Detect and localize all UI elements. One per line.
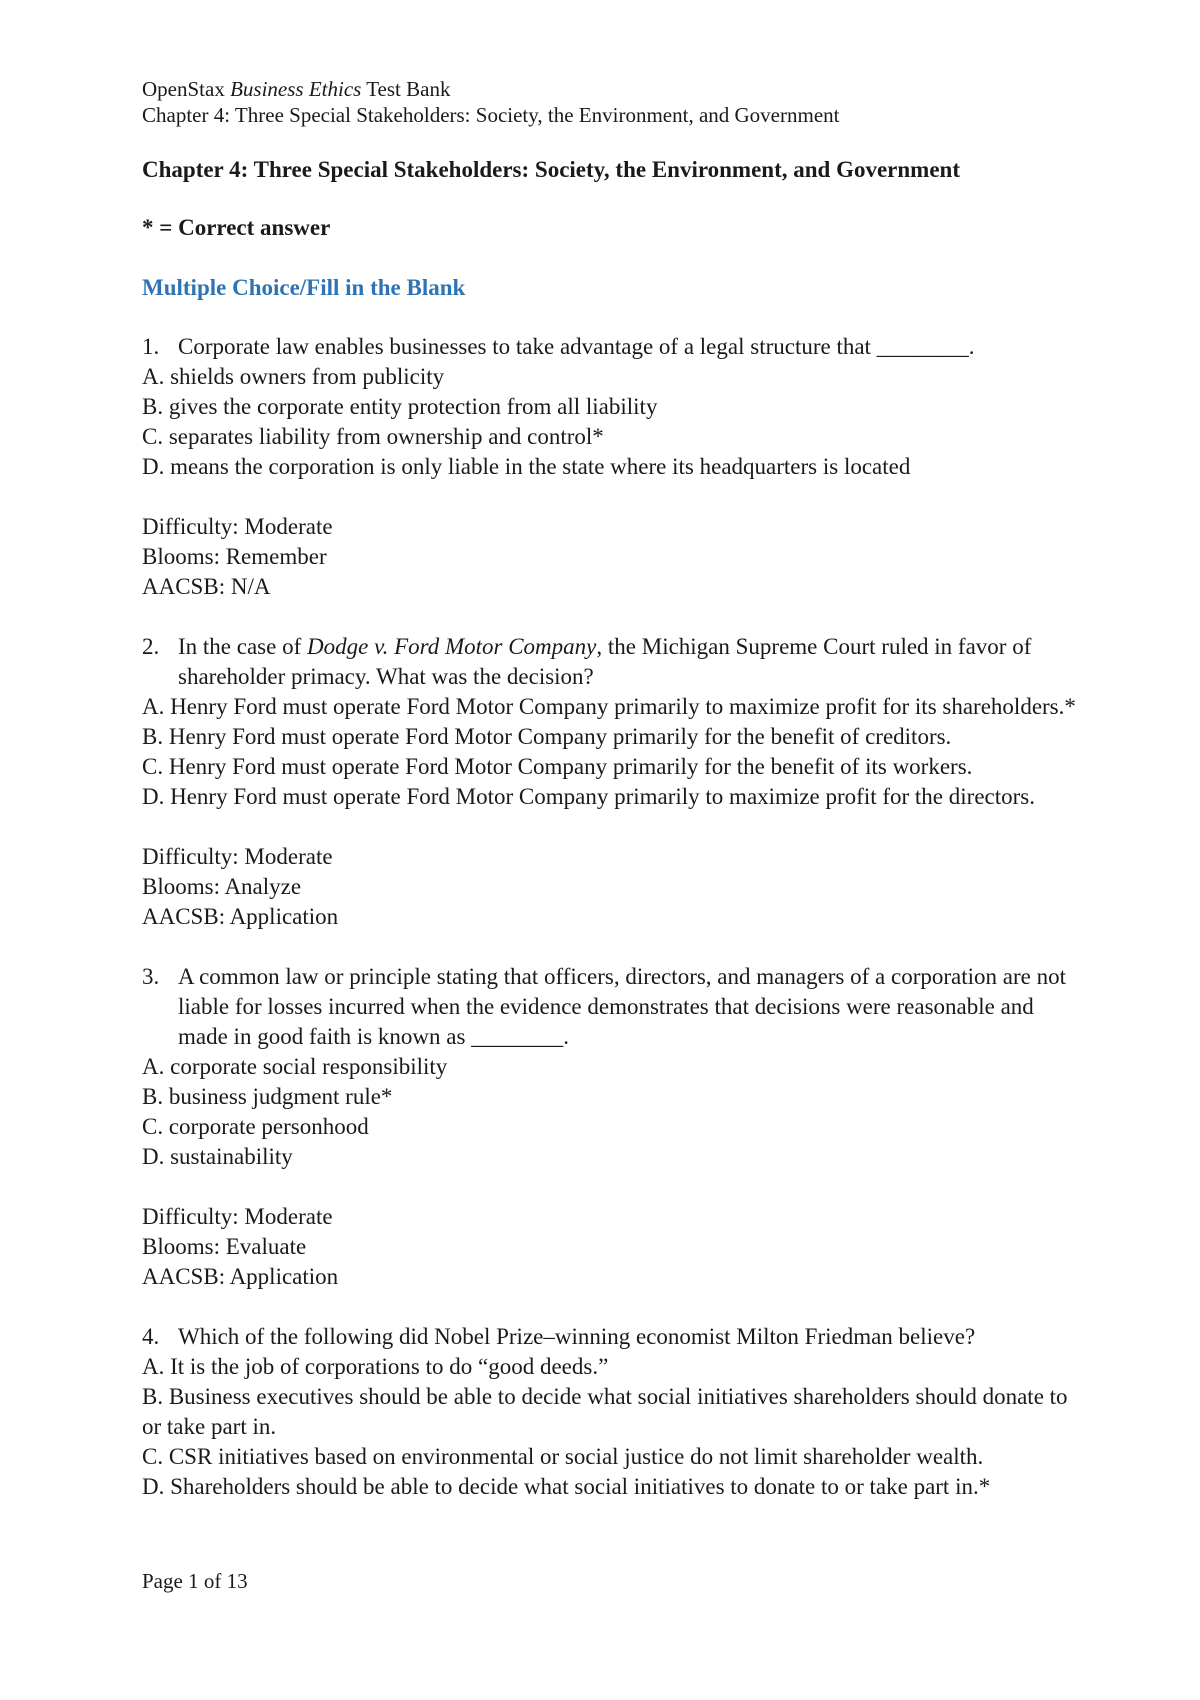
question-2-option-c: C. Henry Ford must operate Ford Motor Company primarily for the benefit of its workers. — [142, 754, 973, 779]
question-2-aacsb: AACSB: Application — [142, 904, 339, 929]
question-2-option-b: B. Henry Ford must operate Ford Motor Company primarily for the benefit of creditors. — [142, 724, 952, 749]
question-4-option-c: C. CSR initiatives based on environmental or social justice do not limit shareholder wealth. — [142, 1444, 984, 1469]
question-2-blooms: Blooms: Analyze — [142, 874, 302, 899]
question-2-text-part-1: In the case of — [178, 634, 307, 659]
question-2-case-name: Dodge v. Ford Motor Company — [307, 634, 597, 659]
chapter-title: Chapter 4: Three Special Stakeholders: Society, the Environment, and Government — [142, 157, 960, 182]
question-3-text — [178, 962, 1082, 1052]
page-footer — [142, 1568, 248, 1594]
question-4-text-part: Which of the following did Nobel Prize–winning economist Milton Friedman believe? — [178, 1324, 976, 1349]
question-4-stem — [142, 1322, 1082, 1352]
question-1-option-c: C. separates liability from ownership and control* — [142, 424, 604, 449]
question-3-option-d: D. sustainability — [142, 1144, 293, 1169]
question-3-stem — [142, 962, 1082, 1052]
header-line-1 — [142, 76, 1082, 102]
question-1-option-a: A. shields owners from publicity — [142, 364, 445, 389]
question-3-metadata — [142, 1202, 1082, 1292]
header-publisher: OpenStax — [142, 77, 231, 101]
question-2 — [142, 632, 1082, 932]
page-number: Page 1 of 13 — [142, 1569, 248, 1593]
question-1-blooms: Blooms: Remember — [142, 544, 327, 569]
question-3-aacsb: AACSB: Application — [142, 1264, 339, 1289]
question-3 — [142, 962, 1082, 1292]
question-1-text — [178, 332, 1082, 362]
document-page — [142, 76, 1082, 1502]
question-3-option-a: A. corporate social responsibility — [142, 1054, 448, 1079]
question-1-metadata — [142, 512, 1082, 602]
question-1 — [142, 332, 1082, 602]
question-2-option-a: A. Henry Ford must operate Ford Motor Company primarily to maximize profit for its shareholders.* — [142, 694, 1076, 719]
question-3-difficulty: Difficulty: Moderate — [142, 1204, 333, 1229]
question-4-option-b: B. Business executives should be able to decide what social initiatives shareholders should donate to or take part in. — [142, 1384, 1068, 1439]
answer-legend: * = Correct answer — [142, 215, 331, 240]
question-4-number: 4. — [142, 1324, 160, 1349]
question-4-text — [178, 1322, 1082, 1352]
header-line-2: Chapter 4: Three Special Stakeholders: Society, the Environment, and Government — [142, 103, 840, 127]
header-suffix: Test Bank — [361, 77, 451, 101]
section-title: Multiple Choice/Fill in the Blank — [142, 275, 466, 300]
question-1-number: 1. — [142, 334, 160, 359]
question-1-aacsb: AACSB: N/A — [142, 574, 271, 599]
question-2-stem — [142, 632, 1082, 692]
header-book-title: Business Ethics — [230, 77, 362, 101]
question-4-option-d: D. Shareholders should be able to decide what social initiatives to donate to or take part in.* — [142, 1474, 991, 1499]
question-1-option-b: B. gives the corporate entity protection from all liability — [142, 394, 658, 419]
question-2-option-d: D. Henry Ford must operate Ford Motor Company primarily to maximize profit for the directors. — [142, 784, 1035, 809]
question-1-option-d: D. means the corporation is only liable in the state where its headquarters is located — [142, 454, 911, 479]
question-4-option-a: A. It is the job of corporations to do “good deeds.” — [142, 1354, 609, 1379]
question-2-number: 2. — [142, 634, 160, 659]
question-1-stem — [142, 332, 1082, 362]
question-2-metadata — [142, 842, 1082, 932]
question-3-text-part: A common law or principle stating that officers, directors, and managers of a corporation are not liable for losses incurred when the evidence demonstrates that decisions were reasonable and made in good faith is known as ________. — [178, 964, 1066, 1049]
question-1-difficulty: Difficulty: Moderate — [142, 514, 333, 539]
question-1-text-part: Corporate law enables businesses to take advantage of a legal structure that ________. — [178, 334, 975, 359]
question-list — [142, 332, 1082, 1502]
question-3-option-c: C. corporate personhood — [142, 1114, 369, 1139]
question-3-option-b: B. business judgment rule* — [142, 1084, 393, 1109]
question-3-blooms: Blooms: Evaluate — [142, 1234, 307, 1259]
question-2-difficulty: Difficulty: Moderate — [142, 844, 333, 869]
question-2-text — [178, 632, 1082, 692]
question-3-number: 3. — [142, 964, 160, 989]
running-header — [142, 76, 1082, 128]
question-2-text-part-2: , the Michigan Supreme Court ruled in favor of shareholder primacy. What was the decision? — [178, 634, 1032, 689]
question-4 — [142, 1322, 1082, 1502]
